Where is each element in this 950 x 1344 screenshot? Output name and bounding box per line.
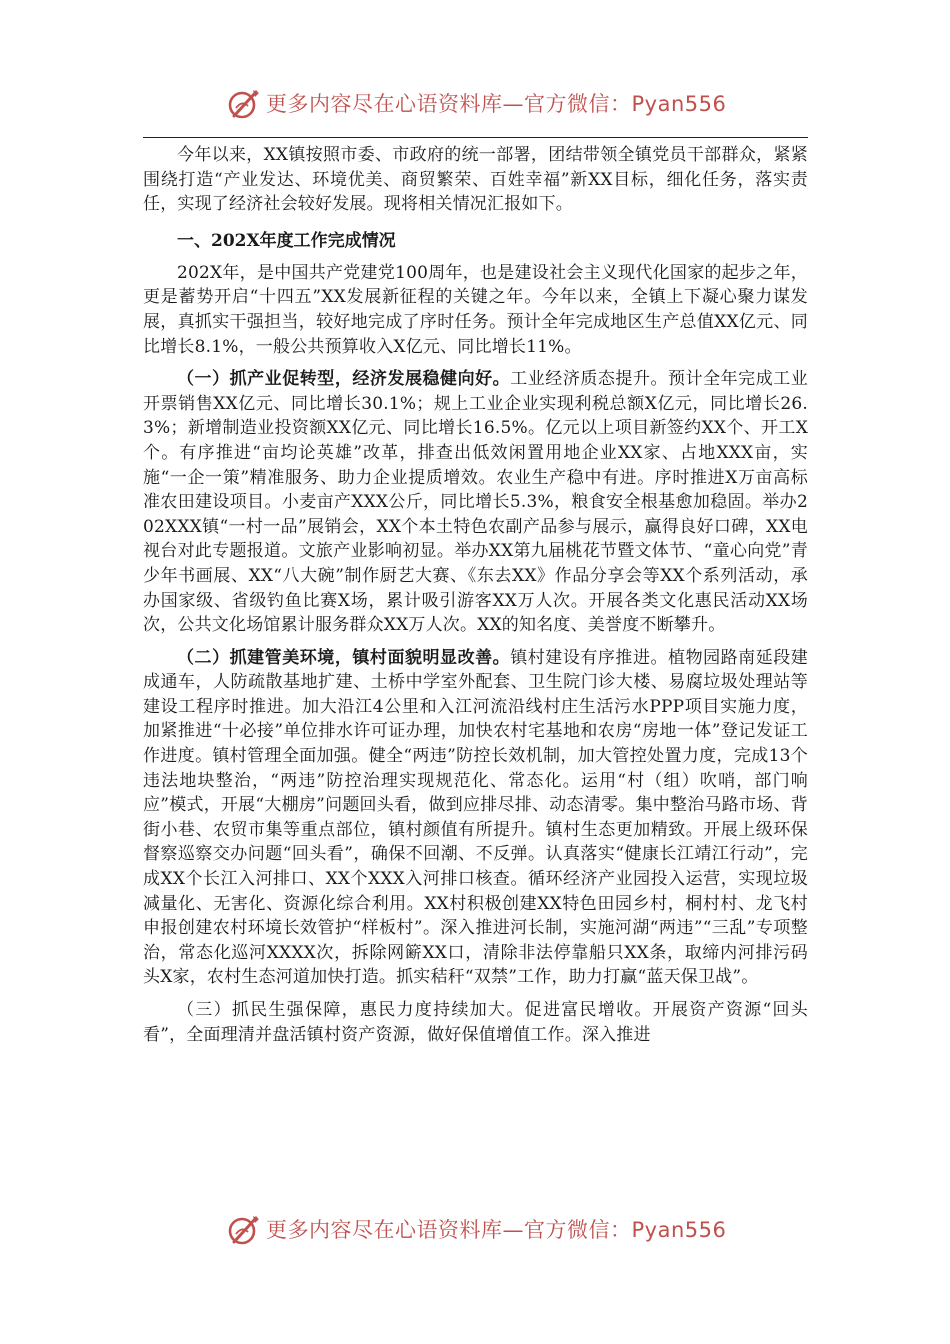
industry-paragraph (143, 367, 808, 638)
industry-body: 工业经济质态提升。预计全年完成工业开票销售XX亿元、同比增长30.1%；规上工业企业实现利税总额X亿元，同比增长26.3%；新增制造业投资额XX亿元、同比增长16.5%。亿元以上项目新签约XX个、开工X个。有序推进“亩均论英雄”改革，排查出低效闲置用地企业XX家、占地XXX亩，实施“一企一策”精准服务、助力企业提质增效。农业生产稳中有进。序时推进X万亩高标准农田建设项目。小麦亩产XXX公斤，同比增长5.3%，粮食安全根基愈加稳固。举办202XXX镇“一村一品”展销会，XX个本土特色农副产品参与展示，赢得良好口碑，XX电视台对此专题报道。文旅产业影响初显。举办XX第九届桃花节暨文体节、“童心向党”青少年书画展、XX“八大碗”制作厨艺大赛、《东去XX》作品分享会等XX个系列活动，承办国家级、省级钓鱼比赛X场，累计吸引游客XX万人次。开展各类文化惠民活动XX场次，公共文化场馆累计服务群众XX万人次。XX的知名度、美誉度不断攀升。 (143, 369, 808, 636)
footer-wechat-id: Pyan556 (631, 1218, 727, 1242)
pen-logo-icon (226, 86, 262, 122)
environment-paragraph (143, 646, 808, 990)
header-banner (0, 84, 950, 124)
environment-title: （二）抓建管美环境，镇村面貌明显改善。 (177, 647, 511, 668)
header-rule (143, 137, 808, 138)
document-body (143, 143, 808, 1047)
industry-title: （一）抓产业促转型，经济发展稳健向好。 (177, 369, 511, 390)
wechat-id: Pyan556 (631, 92, 727, 116)
overview-paragraph: 202X年，是中国共产党建党100周年，也是建设社会主义现代化国家的起步之年，更是蓄势开启“十四五”XX发展新征程的关键之年。今年以来，全镇上下凝心聚力谋发展，真抓实干强担当，较好地完成了序时任务。预计全年完成地区生产总值XX亿元、同比增长8.1%，一般公共预算收入X亿元、同比增长11%。 (143, 262, 808, 357)
footer-banner-text: 更多内容尽在心语资料库—官方微信：Pyan556 (266, 1218, 727, 1242)
banner-text: 更多内容尽在心语资料库—官方微信：Pyan556 (266, 92, 727, 116)
footer-banner (0, 1210, 950, 1250)
intro-paragraph: 今年以来，XX镇按照市委、市政府的统一部署，团结带领全镇党员干部群众，紧紧围绕打造“产业发达、环境优美、商贸繁荣、百姓幸福”新XX目标，细化任务，落实责任，实现了经济社会较好发展。现将相关情况汇报如下。 (143, 145, 808, 215)
section-heading: 一、202X年度工作完成情况 (177, 230, 396, 251)
pen-logo-icon (226, 1212, 262, 1248)
livelihood-paragraph: （三）抓民生强保障，惠民力度持续加大。促进富民增收。开展资产资源“回头看”，全面理清并盘活镇村资产资源，做好保值增值工作。深入推进 (143, 1000, 808, 1045)
environment-body: 镇村建设有序推进。植物园路南延段建成通车，人防疏散基地扩建、土桥中学室外配套、卫生院门诊大楼、易腐垃圾处理站等建设工程序时推进。加大沿江4公里和入江河流沿线村庄生活污水PPP项目实施力度，加紧推进“十必接”单位排水许可证办理，加快农村宅基地和农房“房地一体”登记发证工作进度。镇村管理全面加强。健全“两违”防控长效机制，加大管控处置力度，完成13个违法地块整治，“两违”防控治理实现规范化、常态化。运用“村（组）吹哨，部门响应”模式，开展“大棚房”问题回头看，做到应排尽排、动态清零。集中整治马路市场、背街小巷、农贸市集等重点部位，镇村颜值有所提升。镇村生态更加精致。开展上级环保督察巡察交办问题“回头看”，确保不回潮、不反弹。认真落实“健康长江靖江行动”，完成XX个长江入河排口、XX个XXX入河排口核查。循环经济产业园投入运营，实现垃圾减量化、无害化、资源化综合利用。XX村积极创建XX特色田园乡村，桐村村、龙飞村申报创建农村环境长效管护“样板村”。深入推进河长制，实施河湖“两违”“三乱”专项整治，常态化巡河XXXX次，拆除网簖XX口，清除非法停靠船只XX条，取缔内河排污码头X家，农村生态河道加快打造。抓实秸秆“双禁”工作，助力打赢“蓝天保卫战”。 (143, 647, 808, 988)
